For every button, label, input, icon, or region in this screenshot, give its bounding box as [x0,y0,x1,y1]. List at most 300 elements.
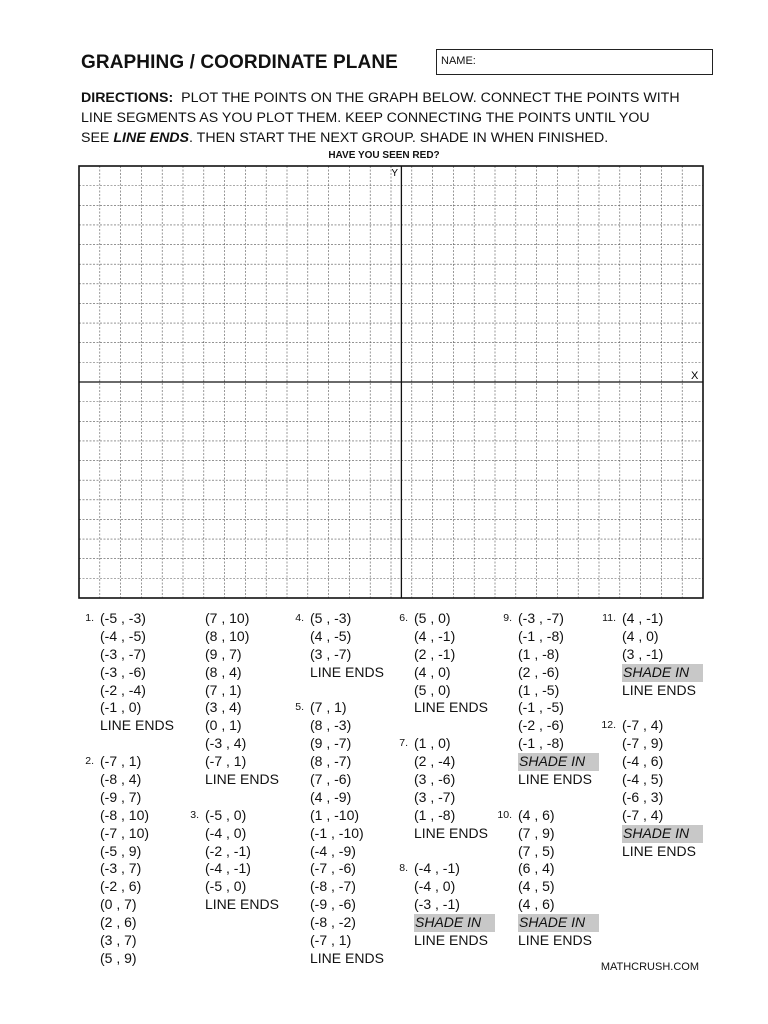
group-number [496,878,518,896]
point-row [78,699,174,717]
directions-text-2: . THEN START THE NEXT GROUP. SHADE IN WHEN FINISHED. [189,130,609,146]
point-column [288,610,384,968]
group-number [496,646,518,664]
point-text: (-5 , 0) [205,878,247,895]
group-number: 7. [399,737,408,750]
point-row [288,860,384,878]
point-row [392,610,495,628]
point-row [496,682,599,700]
group-number [288,789,310,807]
group-number [288,771,310,789]
shade-in-label: SHADE IN [622,825,703,843]
point-text: (4 , 5) [518,878,555,895]
group-number [496,682,518,700]
group-number [288,843,310,861]
point-text: (1 , -8) [518,645,560,662]
point-text: LINE ENDS [100,717,174,734]
point-text: (4 , 6) [518,806,555,823]
point-row [183,610,279,628]
point-row [183,628,279,646]
group-number [600,753,622,771]
point-row [78,789,174,807]
group-number [392,699,414,717]
point-text: (-3 , -6) [100,663,146,680]
shade-in-label: SHADE IN [622,664,703,682]
point-text: (1 , -8) [414,806,456,823]
point-text: (-4 , -9) [310,842,356,859]
group-number [78,843,100,861]
point-text: (-5 , 9) [100,842,142,859]
point-column [600,610,703,860]
point-row [392,825,495,843]
point-text: (-2 , -6) [518,717,564,734]
group-number [600,807,622,825]
point-row [183,860,279,878]
point-row [496,878,599,896]
group-number [78,914,100,932]
point-row [392,914,495,932]
name-label: NAME: [441,55,476,67]
point-text: (1 , 0) [414,735,451,752]
group-number [288,860,310,878]
group-number: 4. [295,612,304,624]
point-row [288,843,384,861]
point-row [78,914,174,932]
point-text: (3 , -1) [622,645,664,662]
point-row [600,789,703,807]
point-row [288,771,384,789]
group-number [496,825,518,843]
group-number [288,878,310,896]
point-row [392,753,495,771]
point-text: (-1 , -5) [518,699,564,716]
group-number [496,860,518,878]
shade-in-label: SHADE IN [518,914,599,932]
point-row [183,771,279,789]
point-row [392,896,495,914]
point-text: (9 , -7) [310,735,352,752]
point-row [496,789,599,807]
group-number [183,896,205,914]
group-number [496,914,518,932]
point-row [183,807,279,825]
point-row [392,771,495,789]
point-column [392,610,495,950]
coordinate-grid [78,165,704,599]
group-number [78,771,100,789]
group-number [78,699,100,717]
group-number: 2. [85,755,94,768]
point-row [183,646,279,664]
point-row [496,753,599,771]
group-number: 12. [601,719,616,732]
point-text: (1 , -10) [310,806,360,823]
point-text: (-7 , -6) [310,860,356,877]
point-text: (3 , 7) [100,932,137,949]
point-text: (4 , 6) [518,896,555,913]
point-row [78,950,174,968]
point-row [183,896,279,914]
group-number [183,789,205,807]
point-text: LINE ENDS [205,896,279,913]
group-number [288,825,310,843]
group-number [288,682,310,700]
point-text: (-1 , 0) [100,699,142,716]
group-number [392,628,414,646]
point-row [288,789,384,807]
point-row [78,735,174,753]
point-text: LINE ENDS [414,824,488,841]
group-number [600,789,622,807]
group-number [183,682,205,700]
group-number [600,664,622,682]
group-number [288,914,310,932]
point-row [392,860,495,878]
point-row [78,807,174,825]
directions-text-1: PLOT THE POINTS ON THE GRAPH BELOW. CONNECT THE POINTS WITH LINE SEGMENTS AS YOU PLOT THEM. KEEP CONNECTING THE POINTS UNTIL YOU SEE [81,90,680,146]
point-row [78,771,174,789]
point-text: (-7 , 1) [100,753,142,770]
point-row [496,932,599,950]
group-number [392,825,414,843]
point-row [78,664,174,682]
group-number: 10. [497,808,512,821]
group-number [288,735,310,753]
point-row [600,807,703,825]
group-number [392,843,414,861]
group-number: 8. [399,862,408,875]
group-number [183,664,205,682]
group-number [496,753,518,771]
point-text: (7 , 1) [310,699,347,716]
point-row [496,807,599,825]
point-text: (-7 , 4) [622,717,664,734]
group-number [600,682,622,700]
point-row [288,682,384,700]
chart-title: HAVE YOU SEEN RED? [328,150,440,161]
point-text: (-7 , 9) [622,735,664,752]
point-text: (-7 , 10) [100,824,150,841]
directions-lead: DIRECTIONS: [81,90,174,106]
point-row [496,699,599,717]
group-number [392,932,414,950]
point-row [183,843,279,861]
point-text: (7 , -6) [310,771,352,788]
point-text: LINE ENDS [414,699,488,716]
group-number [496,699,518,717]
point-row [496,843,599,861]
point-text: LINE ENDS [622,681,696,698]
point-row [600,843,703,861]
point-row [496,628,599,646]
point-text: (2 , -6) [518,663,560,680]
point-text: (-7 , 4) [622,806,664,823]
point-row [78,682,174,700]
point-text: (-2 , -1) [205,842,251,859]
point-row [78,753,174,771]
point-row [288,950,384,968]
group-number [183,753,205,771]
group-number [288,807,310,825]
point-row [78,932,174,950]
point-text: (-1 , -10) [310,824,364,841]
point-text: (-4 , 0) [414,878,456,895]
group-number [78,628,100,646]
directions [81,88,681,148]
point-column [78,610,174,968]
group-number [496,789,518,807]
y-axis-label: Y [391,168,399,179]
point-text: (-9 , 7) [100,788,142,805]
group-number [392,896,414,914]
group-number [496,932,518,950]
group-number [392,914,414,932]
group-number [392,771,414,789]
point-row [496,914,599,932]
point-row [496,646,599,664]
point-row [183,825,279,843]
point-row [392,664,495,682]
point-row [392,807,495,825]
group-number [496,664,518,682]
group-number [183,628,205,646]
point-text: (-6 , 3) [622,788,664,805]
point-text: (-4 , 5) [622,771,664,788]
group-number: 5. [295,701,304,714]
group-number [78,789,100,807]
group-number [183,717,205,735]
group-number [600,825,622,843]
group-number [78,807,100,825]
point-text: (-2 , 6) [100,878,142,895]
point-row [288,628,384,646]
point-row [288,717,384,735]
group-number [288,950,310,968]
name-field[interactable] [436,49,713,75]
point-text: (-7 , 1) [310,932,352,949]
point-text: (-3 , 4) [205,735,247,752]
group-number: 6. [399,612,408,624]
point-text: (3 , -7) [414,788,456,805]
group-number [78,896,100,914]
point-row [496,664,599,682]
group-number [392,753,414,771]
point-row [288,932,384,950]
point-text: (-3 , 7) [100,860,142,877]
group-number [288,753,310,771]
point-row [78,878,174,896]
point-row [78,896,174,914]
point-text: (8 , 4) [205,663,242,680]
point-text: (9 , 7) [205,645,242,662]
group-number [496,843,518,861]
point-row [600,753,703,771]
group-number [78,932,100,950]
group-number [600,735,622,753]
point-text: (-1 , -8) [518,735,564,752]
point-row [78,717,174,735]
point-row [496,825,599,843]
footer-credit: MATHCRUSH.COM [600,961,699,973]
point-text: (3 , -7) [310,645,352,662]
point-row [496,896,599,914]
group-number [78,735,100,753]
point-text: (4 , -1) [622,610,664,626]
point-text: (-4 , -1) [414,860,460,877]
group-number [78,646,100,664]
point-text: (-7 , 1) [205,753,247,770]
group-number [496,771,518,789]
point-row [600,717,703,735]
point-text: (6 , 4) [518,860,555,877]
point-row [78,610,174,628]
point-row [288,699,384,717]
point-text: (-3 , -1) [414,896,460,913]
group-number [78,878,100,896]
group-number [183,699,205,717]
point-row [288,664,384,682]
point-row [600,664,703,682]
group-number [288,717,310,735]
point-text: (2 , 6) [100,914,137,931]
point-text: (-5 , -3) [100,610,146,626]
point-row [600,699,703,717]
point-row [392,735,495,753]
point-row [288,807,384,825]
group-number [78,860,100,878]
point-row [600,682,703,700]
point-text: (0 , 1) [205,717,242,734]
point-text: LINE ENDS [518,771,592,788]
group-number: 1. [85,612,94,624]
group-number [183,771,205,789]
point-row [183,699,279,717]
point-text: (5 , -3) [310,610,352,626]
group-number [392,646,414,664]
point-row [600,646,703,664]
group-number: 9. [503,612,512,624]
point-text: (-4 , 6) [622,753,664,770]
point-text: (2 , -4) [414,753,456,770]
point-row [183,717,279,735]
point-row [496,717,599,735]
point-row [183,789,279,807]
point-row [78,825,174,843]
group-number [183,878,205,896]
point-text: LINE ENDS [622,842,696,859]
group-number [288,932,310,950]
group-number: 11. [602,612,616,624]
group-number [78,717,100,735]
point-row [78,646,174,664]
group-number [392,807,414,825]
point-row [392,682,495,700]
point-text: (7 , 10) [205,610,250,626]
point-text: (7 , 5) [518,842,555,859]
point-row [392,628,495,646]
point-text: (3 , 4) [205,699,242,716]
point-row [496,860,599,878]
group-number [600,771,622,789]
group-number [600,843,622,861]
point-row [288,646,384,664]
point-text: (-3 , -7) [518,610,564,626]
point-text: (-4 , -5) [100,627,146,644]
point-text: (-4 , -1) [205,860,251,877]
group-number [392,664,414,682]
point-text: (0 , 7) [100,896,137,913]
group-number [600,628,622,646]
x-axis-label: X [691,370,699,382]
point-text: (2 , -1) [414,645,456,662]
point-column [183,610,279,914]
point-row [78,628,174,646]
shade-in-label: SHADE IN [414,914,495,932]
group-number [288,664,310,682]
point-text: (7 , 9) [518,824,555,841]
group-number [183,860,205,878]
group-number [288,646,310,664]
group-number [392,789,414,807]
point-row [183,753,279,771]
point-text: (-8 , 10) [100,806,150,823]
point-text: (8 , -7) [310,753,352,770]
point-text: (-8 , -7) [310,878,356,895]
point-text: LINE ENDS [310,949,384,966]
group-number [392,878,414,896]
group-number [183,646,205,664]
point-row [496,610,599,628]
group-number [392,717,414,735]
point-row [183,664,279,682]
point-text: LINE ENDS [310,663,384,680]
directions-emphasis: LINE ENDS [113,130,190,146]
point-row [600,771,703,789]
point-text: (-3 , -7) [100,645,146,662]
point-row [392,843,495,861]
shade-in-label: SHADE IN [518,753,599,771]
point-row [392,717,495,735]
point-text: (-1 , -8) [518,627,564,644]
point-row [600,628,703,646]
point-text: (5 , 9) [100,949,137,966]
group-number [78,664,100,682]
point-row [183,878,279,896]
point-text: (3 , -6) [414,771,456,788]
point-column [496,610,599,950]
point-text: (4 , -1) [414,627,456,644]
point-row [496,771,599,789]
point-row [496,735,599,753]
group-number [183,825,205,843]
group-number: 3. [190,808,199,821]
point-text: (5 , 0) [414,681,451,698]
point-text: (4 , 0) [414,663,451,680]
group-number [600,699,622,717]
point-row [288,753,384,771]
group-number [496,628,518,646]
point-row [392,646,495,664]
point-row [288,896,384,914]
point-row [78,860,174,878]
point-text: (7 , 1) [205,681,242,698]
point-row [600,610,703,628]
point-row [288,914,384,932]
point-row [600,735,703,753]
point-text: (-4 , 0) [205,824,247,841]
group-number [496,735,518,753]
group-number [78,950,100,968]
